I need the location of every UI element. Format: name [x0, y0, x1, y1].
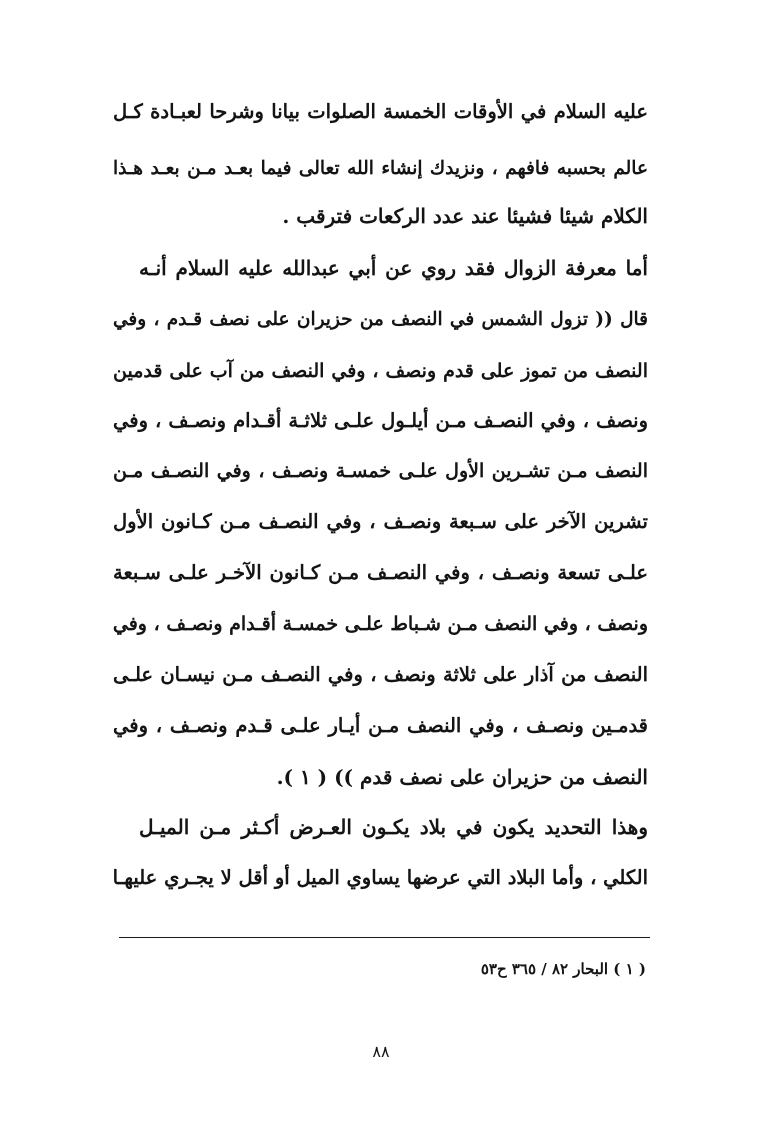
body-line-11: ونصف ، وفي النصف مـن شـباط علـى خمسـة أقـدام ونصـف ، وفي: [113, 613, 648, 635]
body-line-9: تشرين الآخر على سـبعة ونصـف ، وفي النصـف مـن كـانون الأول: [113, 510, 648, 533]
body-line-15: وهذا التحديد يكون في بلاد يكـون العـرض أكـثر مـن الميـل: [139, 815, 648, 839]
body-line-13: قدمـين ونصـف ، وفي النصف مـن أيـار علـى قـدم ونصـف ، وفي: [113, 714, 648, 737]
body-line-4: أما معرفة الزوال فقد روي عن أبي عبدالله عليه السلام أنـه: [139, 256, 648, 280]
body-line-16: الكلي ، وأما البلاد التي عرضها يساوي الميل أو أقل لا يجـري عليهـا: [113, 866, 648, 889]
footnote-divider: [119, 937, 650, 938]
body-line-1: عليه السلام في الأوقات الخمسة الصلوات بيانا وشرحا لعبـادة كـل: [113, 100, 648, 123]
body-line-14: النصف من حزيران على نصف قدم )) ( ١ ).: [276, 765, 648, 789]
footnote: ( ١ ) البحار ٨٢ / ٣٦٥ ح٥٣: [480, 960, 646, 978]
body-line-3: الكلام شيئا فشيئا عند عدد الركعات فترقب .: [282, 204, 648, 228]
page-number: ٨٨: [372, 1042, 390, 1061]
body-line-6: النصف من تموز على قدم ونصف ، وفي النصف من آب على قدمين: [113, 360, 648, 382]
body-line-8: النصف مـن تشـرين الأول علـى خمسـة ونصـف ، وفي النصـف مـن: [113, 460, 648, 482]
body-line-2: عالم بحسبه فافهم ، ونزيدك إنشاء الله تعالى فيما بعـد مـن بعـد هـذا: [113, 158, 648, 179]
body-line-5: قال (( تزول الشمس في النصف من حزيران على نصف قـدم ، وفي: [113, 309, 648, 330]
body-line-12: النصف من آذار على ثلاثة ونصف ، وفي النصـف مـن نيسـان علـى: [113, 663, 648, 686]
body-line-7: ونصف ، وفي النصـف مـن أيلـول علـى ثلاثـة أقـدام ونصـف ، وفي: [113, 409, 648, 432]
body-line-10: علـى تسعة ونصـف ، وفي النصـف مـن كـانون الآخـر علـى سـبعة: [113, 561, 648, 584]
